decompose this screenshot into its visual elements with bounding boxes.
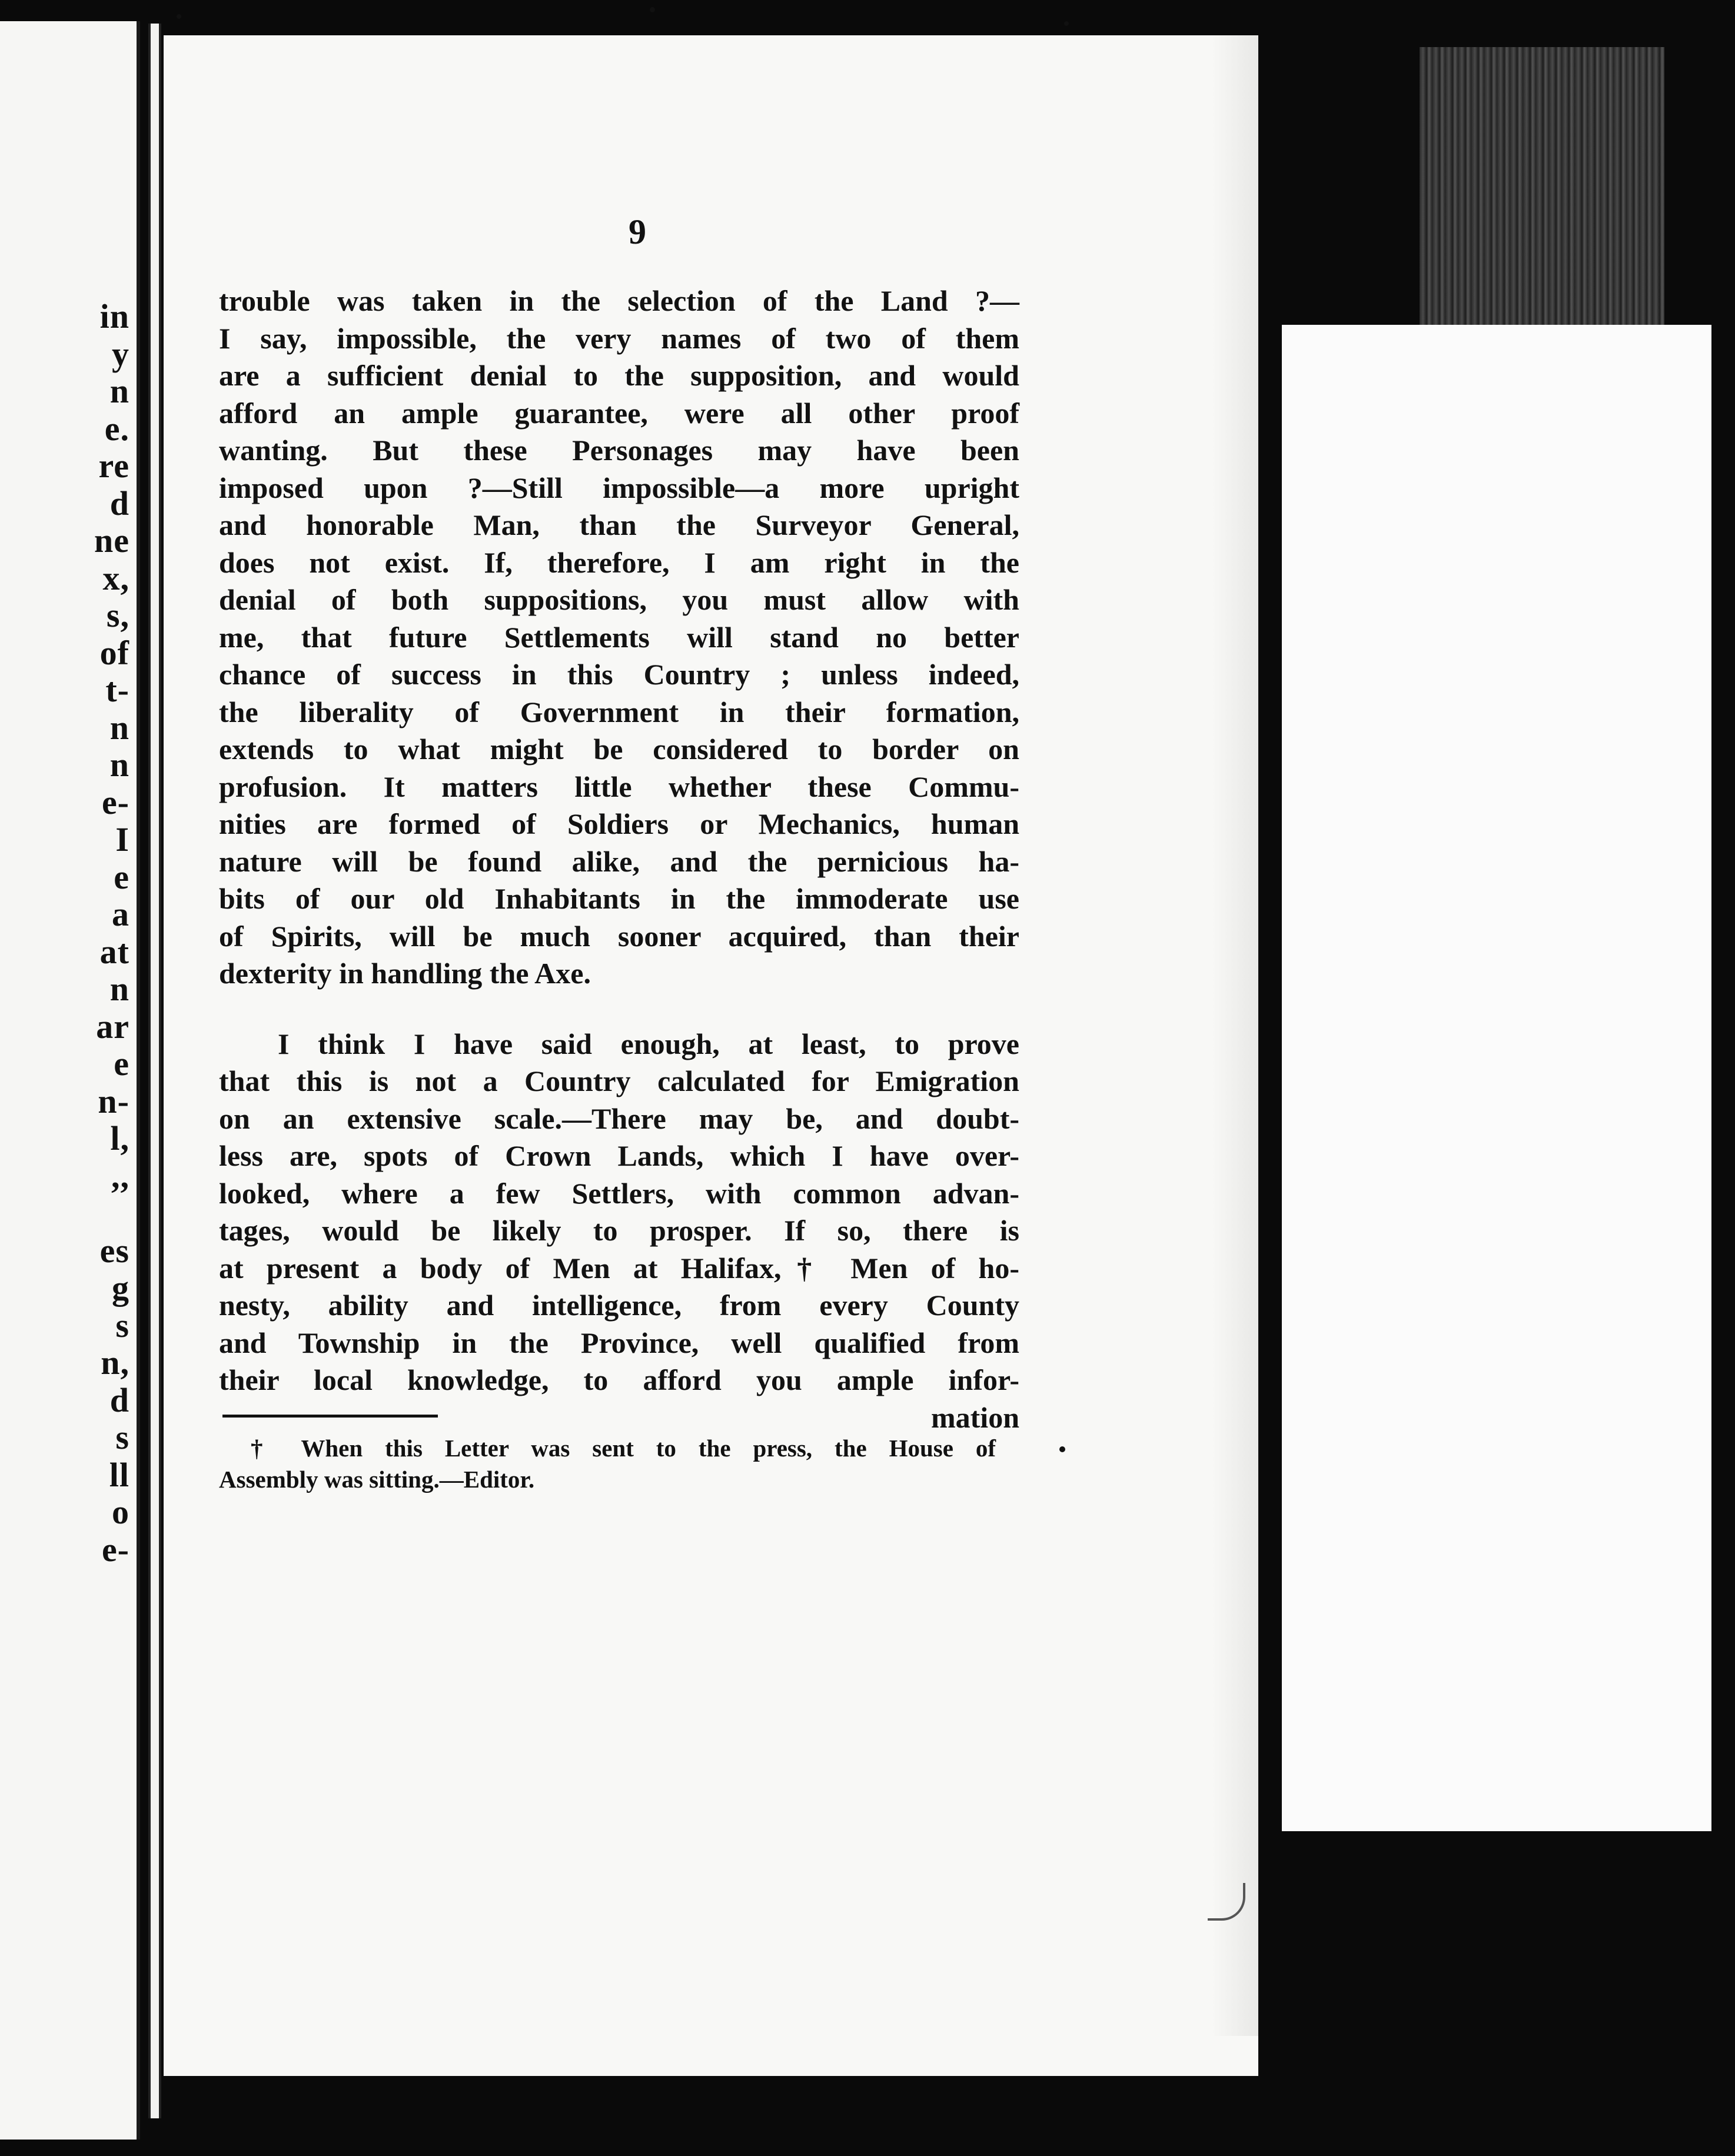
text-line: nature will be found alike, and the pernicious ha-	[219, 844, 1019, 878]
left-page-fragment: n	[109, 746, 129, 784]
text-line: looked, where a few Settlers, with common advan-	[219, 1176, 1019, 1210]
ink-speck	[1059, 1446, 1065, 1452]
text-line: less are, spots of Crown Lands, which I have over-	[219, 1139, 1019, 1172]
left-page-fragment: a	[112, 895, 129, 933]
left-page-fragment: re	[98, 447, 129, 485]
paragraph-2	[219, 1026, 1019, 1399]
left-page-fragment: n	[109, 970, 129, 1008]
left-page-fragment: ll	[109, 1455, 129, 1494]
text-line: afford an ample guarantee, were all other proof	[219, 396, 1019, 430]
text-line: on an extensive scale.—There may be, and doubt-	[219, 1102, 1019, 1135]
left-page-fragment: n	[109, 708, 129, 747]
left-page-fragment: g	[112, 1269, 129, 1307]
ink-speck	[1064, 21, 1069, 26]
left-page-fragment: n,	[101, 1343, 129, 1382]
left-page-fragment: o	[112, 1493, 129, 1531]
text-line: profusion. It matters little whether these Commu-	[219, 770, 1019, 803]
left-facing-page	[0, 21, 140, 2140]
text-line: wanting. But these Personages may have been	[219, 434, 1019, 467]
book-edge	[1420, 47, 1664, 341]
text-line: at present a body of Men at Halifax,† Men of ho-	[219, 1251, 1019, 1285]
left-page-fragment: e.	[104, 409, 129, 448]
body-text	[219, 282, 1019, 1436]
text-line: the liberality of Government in their formation,	[219, 695, 1019, 728]
paragraph-1	[219, 282, 1019, 993]
left-page-fragment: ne	[94, 521, 129, 560]
page-gutter	[148, 24, 161, 2118]
left-page-fragment: s	[115, 1306, 129, 1345]
left-page-fragment: l,	[110, 1119, 129, 1157]
left-page-fragment: s	[115, 1418, 129, 1456]
text-line: I think I have said enough, at least, to prove	[278, 1027, 1019, 1060]
left-page-fragment: x,	[102, 558, 129, 597]
text-line: nesty, ability and intelligence, from every County	[219, 1289, 1019, 1322]
text-line: of Spirits, will be much sooner acquired, than their	[219, 919, 1019, 953]
left-page-fragment: I	[115, 820, 129, 859]
text-line: chance of success in this Country ; unless indeed,	[219, 658, 1019, 691]
text-line: I say, impossible, the very names of two of them	[219, 321, 1019, 355]
footnote	[219, 1433, 996, 1495]
ink-speck	[650, 7, 655, 12]
left-page-fragment: at	[99, 932, 129, 971]
footnote-line: † When this Letter was sent to the press, the House of	[251, 1435, 996, 1462]
left-page-fragment: of	[99, 633, 129, 672]
text-line: me, that future Settlements will stand no better	[219, 620, 1019, 654]
text-line: tages, would be likely to prosper. If so, there is	[219, 1214, 1019, 1247]
left-page-fragment: t-	[105, 671, 129, 709]
text-line: trouble was taken in the selection of the Land ?—	[219, 284, 1019, 317]
text-line: are a sufficient denial to the supposition, and would	[219, 359, 1019, 392]
left-page-fragment: d	[109, 484, 129, 523]
left-page-fragment: n-	[98, 1082, 129, 1120]
text-line: their local knowledge, to afford you ample infor-	[219, 1363, 1019, 1396]
left-page-fragment: in	[99, 297, 129, 335]
left-page-margin-text	[0, 298, 129, 1568]
page-number: 9	[629, 212, 646, 251]
catchword: mation	[931, 1400, 1019, 1434]
left-page-fragment: e-	[101, 1530, 129, 1569]
text-line: bits of our old Inhabitants in the immoderate use	[219, 882, 1019, 915]
footnote-rule	[222, 1415, 438, 1418]
text-line: does not exist. If, therefore, I am right in the	[219, 545, 1019, 579]
left-page-fragment: s,	[106, 596, 129, 634]
left-page-fragment: e	[114, 857, 129, 896]
left-page-fragment: ar	[96, 1007, 129, 1046]
left-page-fragment: d	[109, 1380, 129, 1419]
right-blank-sheet	[1282, 325, 1711, 1831]
left-page-fragment: e-	[101, 783, 129, 821]
left-page-fragment: ,,	[111, 1156, 129, 1195]
text-line: and honorable Man, than the Surveyor General,	[219, 508, 1019, 541]
text-line: extends to what might be considered to border on	[219, 733, 1019, 766]
text-line: nities are formed of Soldiers or Mechanics, human	[219, 807, 1019, 840]
left-page-fragment: es	[99, 1231, 129, 1270]
left-page-fragment	[0, 1195, 129, 1232]
text-line: dexterity in handling the Axe.	[219, 957, 591, 990]
text-line: denial of both suppositions, you must allow with	[219, 583, 1019, 616]
left-page-fragment: n	[109, 372, 129, 410]
text-line: that this is not a Country calculated for Emigration	[219, 1064, 1019, 1097]
ink-speck	[177, 14, 181, 19]
left-page-fragment: y	[112, 334, 129, 373]
text-line: imposed upon ?—Still impossible—a more upright	[219, 471, 1019, 504]
left-page-fragment: e	[114, 1044, 129, 1083]
text-line: and Township in the Province, well qualified from	[219, 1326, 1019, 1359]
footnote-line: Assembly was sitting.—Editor.	[219, 1466, 535, 1493]
